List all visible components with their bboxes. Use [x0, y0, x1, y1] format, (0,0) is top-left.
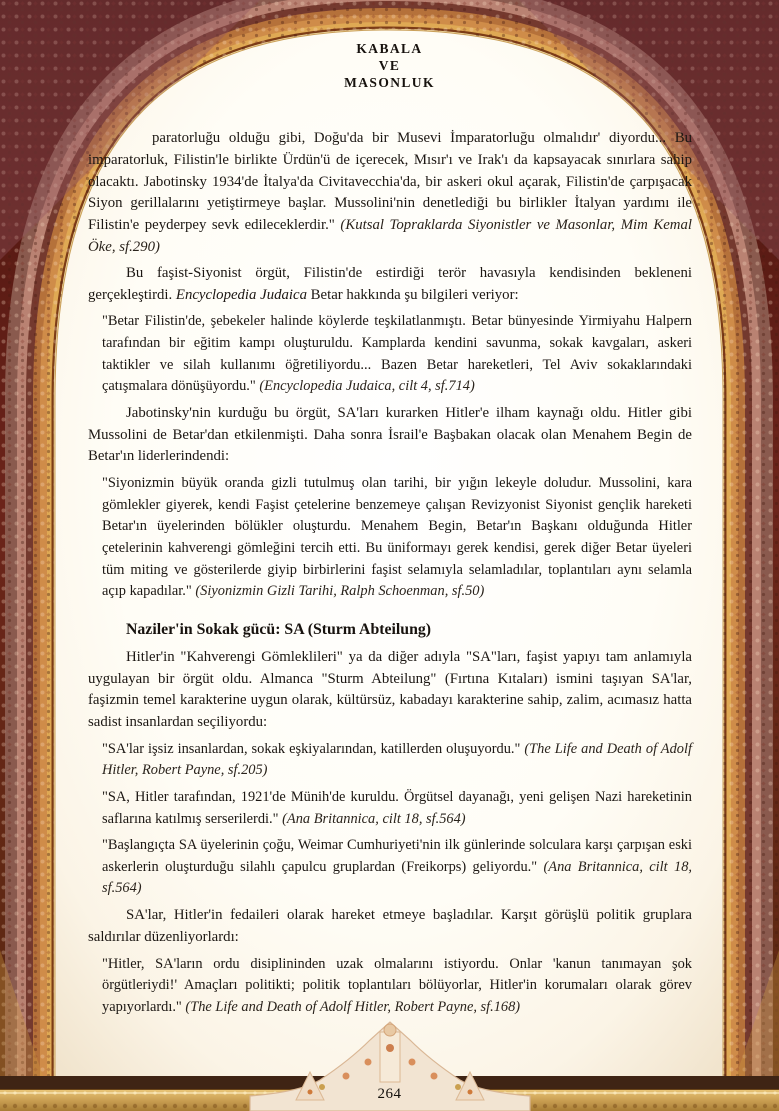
section-heading: Naziler'in Sokak gücü: SA (Sturm Abteilung) [126, 620, 432, 638]
book-title [0, 40, 779, 91]
book-title-line: MASONLUK [344, 75, 435, 90]
citation: (Ana Britannica, cilt 18, sf.564) [102, 858, 692, 897]
block-quote: "Betar Filistin'de, şebekeler halinde köylerde teşkilatlanmıştı. Betar bünyesinde Yirmiyahu Halpern tarafından bir eğitim kampı oluşturuldu. Kamplarda kendini savunma, sokak kavgaları, askeri taktikler ve silah kullanımı öğretiliyordu... Bazen Betar hareketleri, Tel Aviv sokaklarındaki çatışmalara dönüşüyordu." (Encyclopedia Judaica, cilt 4, sf.714) [102, 313, 692, 395]
citation: (Siyonizmin Gizli Tarihi, Ralph Schoenman, sf.50) [195, 583, 485, 600]
block-quote: "SA, Hitler tarafından, 1921'de Münih'de kuruldu. Örgütsel dayanağı, yeni gelişen Nazi hareketinin saflarına katılmış serserilerdi." (Ana Britannica, cilt 18, sf.564) [102, 789, 692, 827]
paragraph: SA'lar, Hitler'in fedaileri olarak hareket etmeye başladılar. Karşıt görüşlü politik gruplara saldırılar düzenliyorlardı: [88, 907, 692, 945]
citation: (Encyclopedia Judaica, cilt 4, sf.714) [259, 378, 475, 395]
block-quote: "SA'lar işsiz insanlardan, sokak eşkiyalarından, katillerden oluşuyordu." (The Life and Death of Adolf Hitler, Robert Payne, sf.205) [102, 740, 692, 779]
citation: (Ana Britannica, cilt 18, sf.564) [282, 810, 466, 827]
paragraph: Hitler'in "Kahverengi Gömleklileri" ya da diğer adıyla "SA"ları, faşist yapıyı tam anlamıyla uygulayan bir örgüt oldu. Almanca "Sturm Abteilung" (Fırtına Kıtaları) ismini taşıyan SA'lar, faşizmin temel karakterine uygun olarak, kültürsüz, kabadayı karakterine sahip, zalim, acımasız hatta sadist insanlardan seçiliyordu: [88, 648, 692, 731]
paragraph: Jabotinsky'nin kurduğu bu örgüt, SA'ları kurarken Hitler'e ilham kaynağı oldu. Hitler gibi Mussolini de Betar'dan etkilenmişti. Daha sonra İsrail'e Başbakan olacak olan Menahem Begin de Betar'ın liderlerindendi: [88, 404, 692, 465]
quote-continuation: paratorluğu olduğu gibi, Doğu'da bir Musevi İmparatorluğu olmalıdır' diyordu... Bu imparatorluk, Filistin'le birlikte Ürdün'ü de içerecek, Mısır'ı ve Irak'ı da kapsayacak sınırlara sahip olacaktı. Jabotinsky 1934'de İtalya'da Civitavecchia'da, bir askeri okul açarak, Filistin'de çarpışacak Siyon gerillalarını yetiştirmeye başlar. Mussolini'nin denetlediği bu birlikler İtalyan yardımı ile Filistin'e peyderpey sevk edileceklerdir." (Kutsal Topraklarda Siyonistler ve Masonlar, Mim Kemal Öke, sf.290) [88, 130, 692, 255]
paragraph: Bu faşist-Siyonist örgüt, Filistin'de estirdiği terör havasıyla kendisinden bekleneni gerçekleştirdi. Encyclopedia Judaica Betar hakkında şu bilgileri veriyor: [88, 264, 692, 303]
citation: (Kutsal Topraklarda Siyonistler ve Masonlar, Mim Kemal Öke, sf.290) [88, 217, 692, 255]
book-title-line: VE [378, 58, 401, 73]
block-quote: "Başlangıçta SA üyelerinin çoğu, Weimar Cumhuriyeti'nin ilk günlerinde solculara karşı çarpışan eski askerlerin oluşturduğu silahlı çapulcu gruplardan (Freikorps) geliyordu." (Ana Britannica, cilt 18, sf.564) [102, 837, 692, 897]
block-quote: "Siyonizmin büyük oranda gizli tutulmuş olan tarihi, bir yığın lekeyle doludur. Mussolini, kara gömlekler giyerek, kendi Faşist çetelerine benzemeye çalışan Revizyonist Siyonist gençlik hareketi Betar'ın üyelerinden bölükler oluşturdu. Menahem Begin, Betar'ın Başkanı olduğunda Hitler çetelerinin kahverengi gömleğini tercih etti. Bu üniformayı gerek kendisi, gerek diğer Betar üyeleri tüm miting ve gösterilerde giyip birbirlerini faşist selamıyla selamladılar, toplantıları aynı selamla açıp kapadılar." (Siyonizmin Gizli Tarihi, Ralph Schoenman, sf.50) [102, 475, 692, 600]
book-title-line: KABALA [356, 41, 423, 56]
citation: (The Life and Death of Adolf Hitler, Robert Payne, sf.205) [102, 740, 692, 779]
citation: (The Life and Death of Adolf Hitler, Robert Payne, sf.168) [185, 998, 521, 1015]
book-name-emphasis: Encyclopedia Judaica [175, 286, 307, 303]
block-quote: "Hitler, SA'ların ordu disiplininden uzak olmalarını istiyordu. Onlar 'kanun tanımayan şok örgütleriydi!' Amaçları politikti; politik toplantıları bölüyorlar, Hitler'in korumaları olarak görev yapıyorlardı." (The Life and Death of Adolf Hitler, Robert Payne, sf.168) [102, 955, 692, 1015]
page-text-column [88, 128, 692, 1023]
page-number: 264 [377, 1086, 402, 1102]
